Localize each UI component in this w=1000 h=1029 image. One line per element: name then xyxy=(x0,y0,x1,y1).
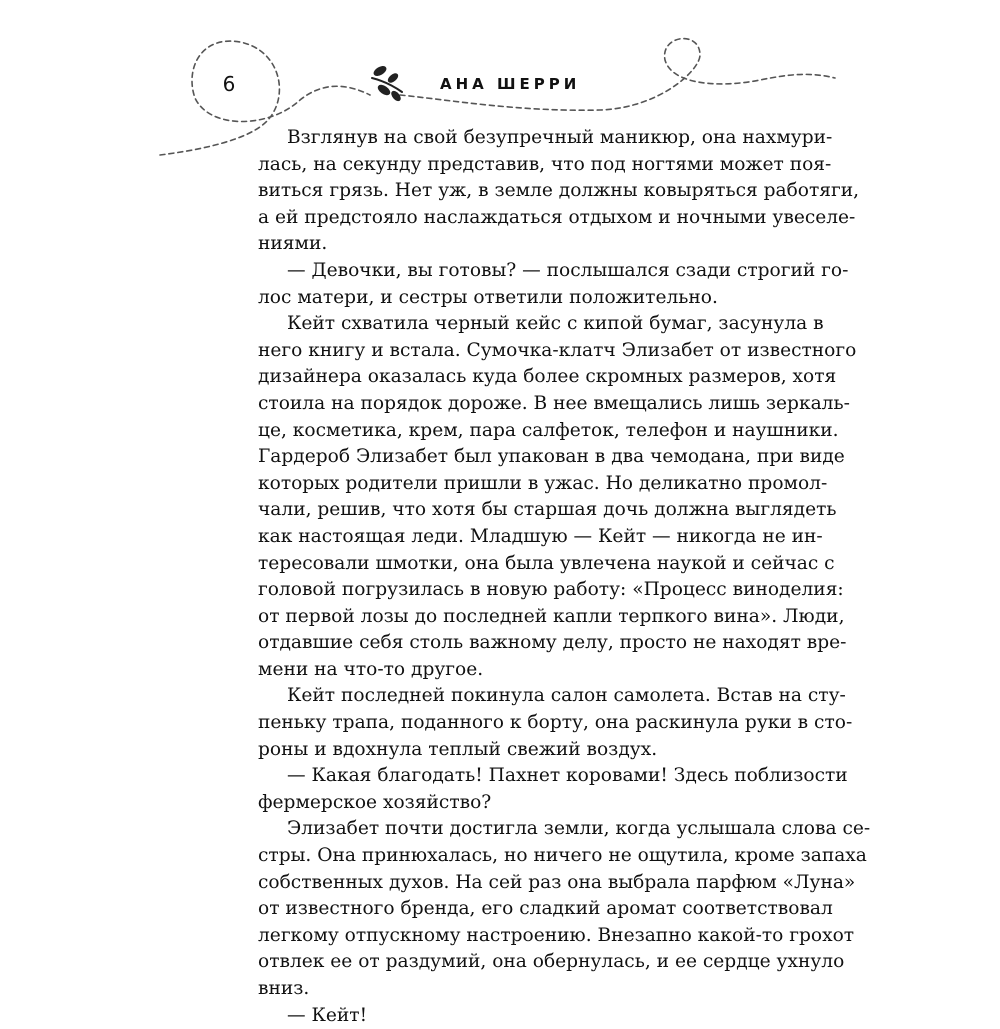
text-line: а ей предстояло наслаждаться отдыхом и ночными увеселе- xyxy=(258,206,856,228)
text-line: Элизабет почти достигла земли, когда услышала слова се- xyxy=(287,818,871,840)
text-line: — Кейт! xyxy=(287,1004,368,1026)
text-line: — Девочки, вы готовы? — послышался сзади строгий го- xyxy=(287,259,849,281)
paragraph xyxy=(258,683,853,763)
text-line: фермерское хозяйство? xyxy=(258,791,492,813)
text-line: собственных духов. На сей раз она выбрала парфюм «Луна» xyxy=(258,871,856,893)
text-line: — Какая благодать! Пахнет коровами! Здесь поблизости xyxy=(287,765,848,787)
text-line: от известного бренда, его сладкий аромат соответствовал xyxy=(258,898,833,920)
paragraph xyxy=(258,125,860,258)
body-text xyxy=(258,125,871,1029)
text-line: виться грязь. Нет уж, в земле должны ковыряться работяги, xyxy=(258,180,860,202)
text-line: мени на что-то другое. xyxy=(258,658,484,680)
text-line: Гардероб Элизабет был упакован в два чемодана, при виде xyxy=(258,446,845,468)
text-line: отвлек ее от раздумий, она обернулась, и ее сердце ухнуло xyxy=(258,951,845,973)
text-line: дизайнера оказалась куда более скромных размеров, хотя xyxy=(258,366,837,388)
text-line: Взглянув на свой безупречный маникюр, она нахмури- xyxy=(287,127,833,148)
text-line: ниями. xyxy=(258,233,328,255)
text-line: него книгу и встала. Сумочка-клатч Элизабет от известного xyxy=(258,339,857,361)
text-line: отдавшие себя столь важному делу, просто не находят вре- xyxy=(258,632,847,654)
text-line: Кейт последней покинула салон самолета. Встав на сту- xyxy=(287,685,846,707)
paragraph xyxy=(258,1003,775,1029)
text-line: которых родители пришли в ужас. Но деликатно промол- xyxy=(258,472,828,494)
text-line: це, косметика, крем, пара салфеток, телефон и наушники. xyxy=(258,419,839,441)
text-line: как настоящая леди. Младшую — Кейт — никогда не ин- xyxy=(258,525,823,547)
running-title: АНА ШЕРРИ xyxy=(440,75,581,93)
text-line: тересовали шмотки, она была увлечена наукой и сейчас с xyxy=(258,552,835,574)
text-line: стоила на порядок дороже. В нее вмещались лишь зеркаль- xyxy=(258,392,850,414)
paragraph xyxy=(258,816,871,1002)
text-line: лос матери, и сестры ответили положительно. xyxy=(258,286,718,308)
text-line: стры. Она принюхалась, но ничего не ощутила, кроме запаха xyxy=(258,845,867,867)
paragraph xyxy=(258,258,849,311)
text-line: лась, на секунду представив, что под ногтями может поя- xyxy=(258,153,832,175)
page-number: 6 xyxy=(222,72,236,96)
sprig-icon xyxy=(372,65,402,101)
paragraph xyxy=(258,763,848,816)
text-line: Кейт схватила черный кейс с кипой бумаг, засунула в xyxy=(287,313,824,335)
text-line: вниз. xyxy=(258,978,310,999)
paragraph xyxy=(258,311,857,683)
text-line: пеньку трапа, поданного к борту, она раскинула руки в сто- xyxy=(258,712,853,734)
text-line: от первой лозы до последней капли терпкого вина». Люди, xyxy=(258,605,845,627)
text-line: чали, решив, что хотя бы старшая дочь должна выглядеть xyxy=(258,499,837,521)
text-line: головой погрузилась в новую работу: «Процесс виноделия: xyxy=(258,579,844,601)
text-line: легкому отпускному настроению. Внезапно какой-то грохот xyxy=(258,924,855,946)
text-line: роны и вдохнула теплый свежий воздух. xyxy=(258,738,658,760)
